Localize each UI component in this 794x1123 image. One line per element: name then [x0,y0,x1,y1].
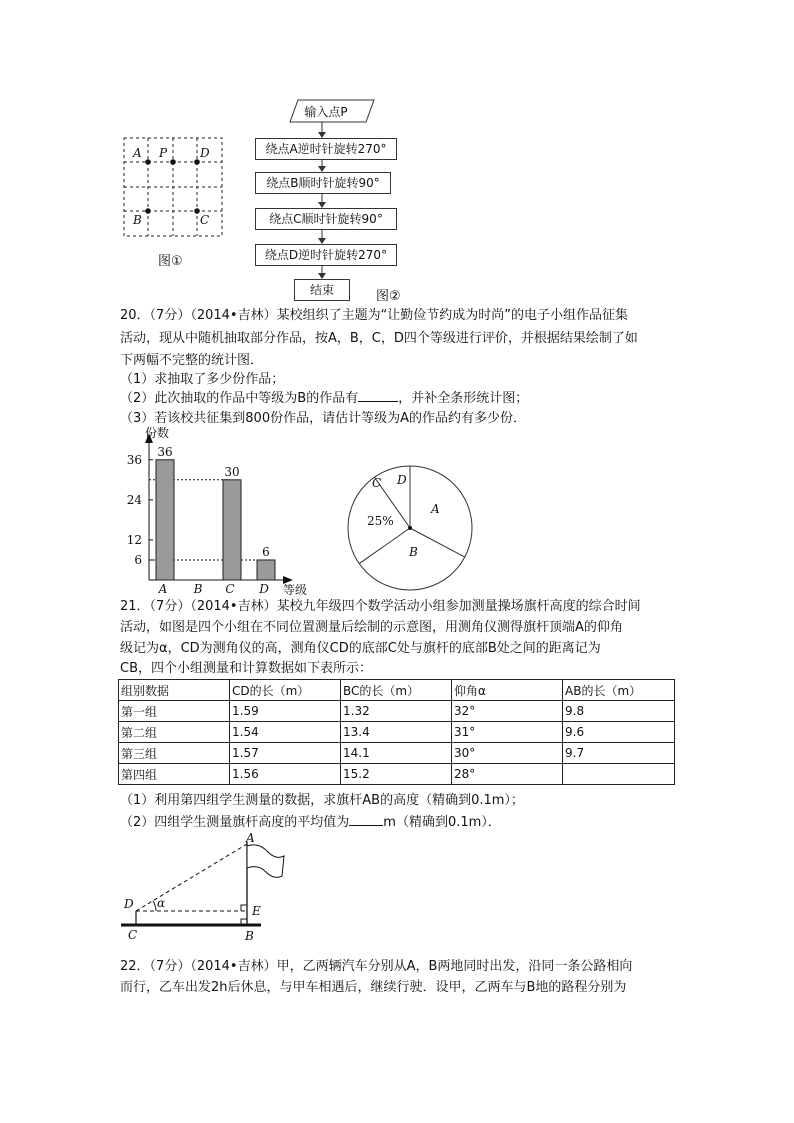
figure-1-caption: 图① [158,254,183,269]
label-d: D [124,897,134,911]
right-angle-e [241,905,247,911]
pie-slice-label-c: C [372,476,382,490]
flagpole-figure [116,832,286,947]
q20-sub-2 [120,389,680,409]
pie-center-dot [408,526,412,530]
table-row [119,722,675,743]
q20-line-3: 下两幅不完整的统计图． [120,353,264,368]
y-tick-label: 6 [134,552,142,567]
table-cell: 28° [452,764,563,785]
table-cell: 1.32 [341,701,452,722]
pie-chart [345,458,475,594]
q21-line-1: 21．（7分）（2014•吉林）某校九年级四个数学活动小组参加测量操场旗杆高度的综合时间 [120,599,641,614]
table-cell: 1.57 [230,743,341,764]
q21-line-4: CB，四个小组测量和计算数据如下表所示： [120,661,372,676]
bar-data-label: 6 [262,544,270,559]
y-tick-label: 24 [126,492,142,507]
x-tick-label: D [259,582,269,596]
flowchart-step-1: 绕点A逆时针旋转270° [255,138,397,160]
table-row [119,764,675,785]
point-a-dot [145,159,151,165]
label-b: B [245,929,254,943]
table-cell: 30° [452,743,563,764]
bar-chart [115,425,330,600]
q20-line-2: 活动，现从中随机抽取部分作品，按A，B，C，D四个等级进行评价，并根据结果绘制了如 [120,331,638,346]
q22-line-2: 而行，乙车出发2h后休息，与甲车相遇后，继续行驶．设甲，乙两车与B地的路程分别为 [120,980,627,995]
point-a-label: A [133,146,142,160]
table-cell: 9.6 [563,722,675,743]
q20-sub-2-end: ，并补全条形统计图； [398,391,529,406]
table-header-row [119,680,675,701]
table-cell: 第二组 [119,722,230,743]
answer-blank [349,813,383,826]
table-cell: 32° [452,701,563,722]
table-cell: 14.1 [341,743,452,764]
table-cell [563,764,675,785]
table-cell: 9.7 [563,743,675,764]
pie-annotation: 25% [367,514,394,528]
point-p-label: P [159,146,168,160]
table-cell: 1.54 [230,722,341,743]
table-header-cell: CD的长（m） [230,680,341,701]
x-tick-label: A [158,582,168,596]
q21-sub-2 [120,813,680,833]
bar-data-label: 30 [224,464,240,479]
pie-slice-label-a: A [431,502,440,516]
table-cell: 31° [452,722,563,743]
x-tick-label: B [193,582,203,596]
sight-line-da [136,844,247,911]
x-axis-title: 等级 [283,583,308,597]
table-cell: 15.2 [341,764,452,785]
flowchart-step-3: 绕点C顺时针旋转90° [255,208,397,230]
point-b-dot [145,208,151,214]
flowchart-arrows [250,96,410,306]
answer-blank [358,389,398,402]
point-d-label: D [200,146,210,160]
q22-line-1: 22．（7分）（2014•吉林）甲，乙两辆汽车分别从A，B两地同时出发，沿同一条公路相向 [120,959,633,974]
q21-sub-2-end: m（精确到0.1m）． [383,815,501,830]
flowchart-step-4: 绕点D逆时针旋转270° [255,244,397,266]
table-row [119,743,675,764]
figure-2-caption: 图② [376,289,401,304]
bar-d [257,560,275,580]
table-header-cell: 组别数据 [119,680,230,701]
label-a: A [246,832,255,845]
table-header-cell: 仰角α [452,680,563,701]
point-d-dot [194,159,200,165]
q20-sub-3: （3）若该校共征集到800份作品，请估计等级为A的作品约有多少份． [120,411,526,426]
q20-sub-1: （1）求抽取了多少份作品； [120,372,285,387]
table-cell: 9.8 [563,701,675,722]
table-cell: 第一组 [119,701,230,722]
table-cell: 13.4 [341,722,452,743]
x-tick-label: C [225,582,235,596]
table-header-cell: AB的长（m） [563,680,675,701]
point-p-dot [170,159,176,165]
bar-a [156,460,174,580]
point-c-dot [194,208,200,214]
table-cell: 第三组 [119,743,230,764]
angle-arc [153,901,156,911]
pie-slice-label-d: D [397,473,407,487]
q20-sub-2-start: （2）此次抽取的作品中等级为B的作品有 [120,391,359,406]
table-header-cell: BC的长（m） [341,680,452,701]
q21-sub-2-start: （2）四组学生测量旗杆高度的平均值为 [120,815,350,830]
table-cell: 第四组 [119,764,230,785]
q21-line-3: 级记为α，CD为测角仪的高，测角仪CD的底部C处与旗杆的底部B处之间的距离记为 [120,641,601,656]
q21-line-2: 活动，如图是四个小组在不同位置测量后绘制的示意图，用测角仪测得旗杆顶端A的仰角 [120,620,623,635]
flag [247,845,284,877]
bar-data-label: 36 [157,444,173,459]
flowchart-end: 结束 [294,279,350,301]
pie-slice-label-b: B [409,545,418,559]
flowchart-step-2: 绕点B顺时针旋转90° [255,172,391,194]
table-row [119,701,675,722]
bar-c [223,480,241,580]
table-cell: 1.56 [230,764,341,785]
q20-line-1: 20．（7分）（2014•吉林）某校组织了主题为“让勤俭节约成为时尚”的电子小组作品征集 [120,308,629,323]
q21-sub-1: （1）利用第四组学生测量的数据，求旗杆AB的高度（精确到0.1m）； [120,793,524,808]
flowchart-start-label: 输入点P [304,105,348,119]
grid-figure [118,132,228,238]
label-alpha: α [157,896,166,910]
point-b-label: B [133,213,142,227]
table-cell: 1.59 [230,701,341,722]
label-c: C [128,928,138,942]
y-tick-label: 36 [126,452,142,467]
y-tick-label: 12 [126,532,142,547]
y-axis-title: 份数 [145,426,170,440]
label-e: E [252,904,261,918]
measurement-table [118,679,675,785]
point-c-label: C [200,213,210,227]
